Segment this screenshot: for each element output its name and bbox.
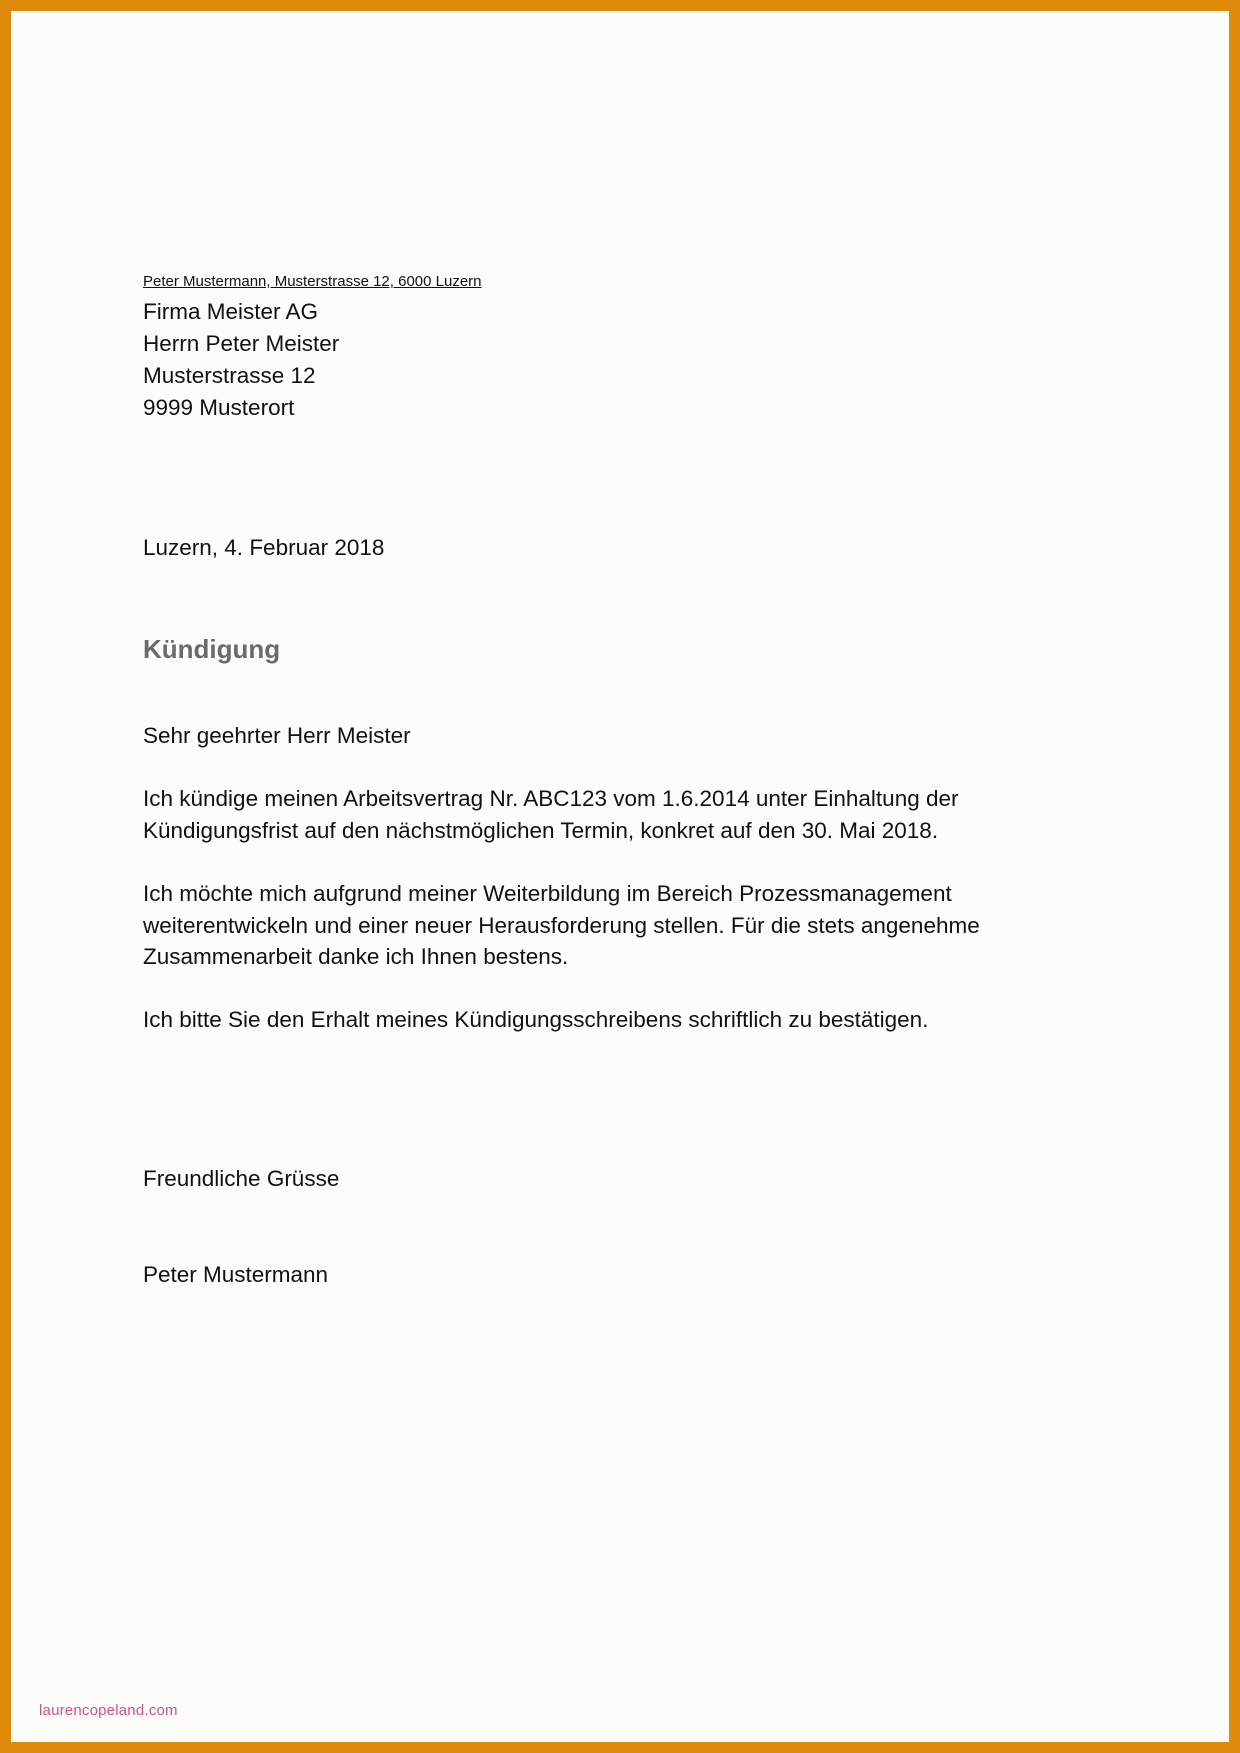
salutation: Sehr geehrter Herr Meister	[143, 723, 411, 748]
signature-name: Peter Mustermann	[143, 1262, 329, 1287]
body-paragraph: Ich kündige meinen Arbeitsvertrag Nr. ABC123 vom 1.6.2014 unter Einhaltung der Kündigungsfrist auf den nächstmöglichen Termin, konkret auf den 30. Mai 2018.	[143, 786, 959, 843]
body-paragraph: Ich möchte mich aufgrund meiner Weiterbildung im Bereich Prozessmanagement weiterentwickeln und einer neuer Herausforderung stellen. Für die stets angenehme Zusammenarbeit danke ich Ihnen bestens.	[143, 881, 980, 969]
recipient-address	[143, 296, 339, 424]
recipient-name: Herrn Peter Meister	[143, 331, 340, 356]
closing: Freundliche Grüsse	[143, 1166, 340, 1191]
recipient-city: 9999 Musterort	[143, 395, 295, 420]
sender-address-line: Peter Mustermann, Musterstrasse 12, 6000 Luzern	[143, 273, 482, 290]
body-paragraph: Ich bitte Sie den Erhalt meines Kündigungsschreibens schriftlich zu bestätigen.	[143, 1007, 929, 1032]
letter-page	[11, 11, 1229, 1742]
recipient-street: Musterstrasse 12	[143, 363, 316, 388]
place-date: Luzern, 4. Februar 2018	[143, 535, 385, 560]
subject-heading: Kündigung	[143, 634, 281, 664]
watermark: laurencopeland.com	[39, 1702, 178, 1719]
recipient-company: Firma Meister AG	[143, 299, 319, 324]
